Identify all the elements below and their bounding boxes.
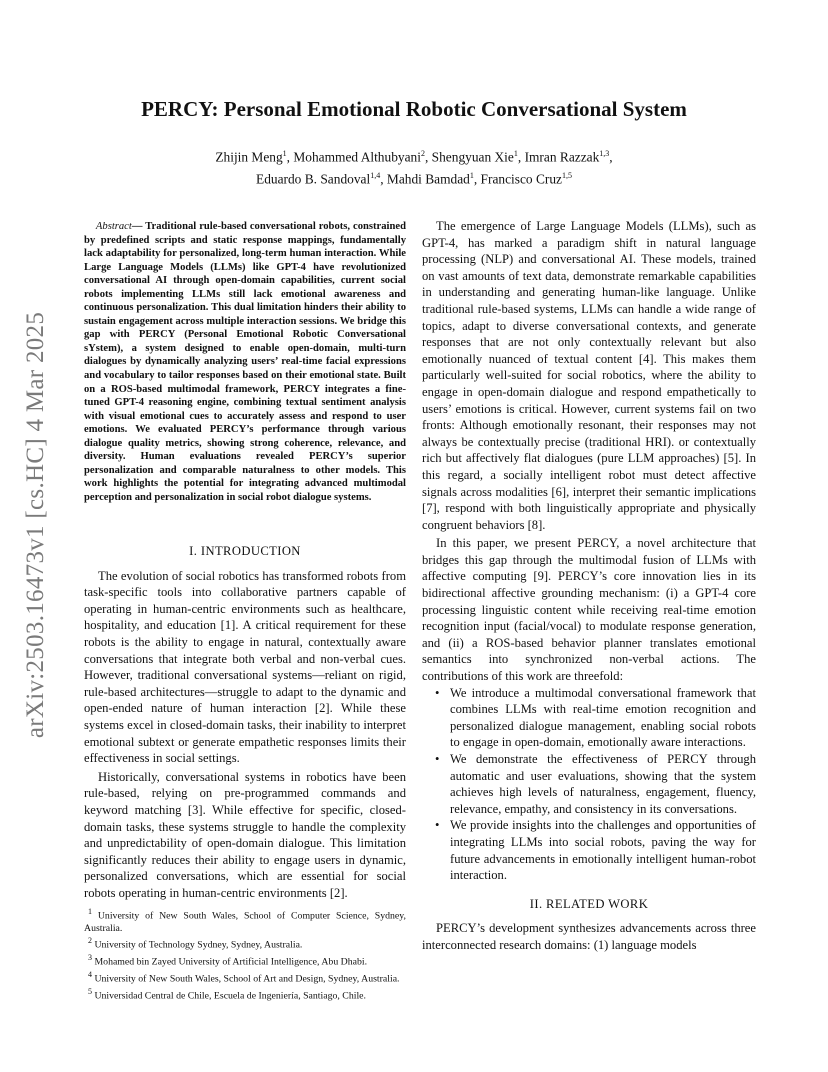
- introduction-section: [84, 543, 406, 901]
- author-line-2: Eduardo B. Sandoval$^{1,4}$, Mahdi Bamdad$^1$, Francisco Cruz$^{1,5}$: [256, 171, 572, 187]
- abstract-text: — Traditional rule-based conversational robots, constrained by predefined scripts and static response mappings, fundamentally lack adaptability for personalized, long-term human interaction. While Large Language Models (LLMs) like GPT-4 have revolutionized conversational AI through open-domain capabilities, current social robots implementing LLMs still lack emotional awareness and continuous personalization. This dual limitation hinders their ability to sustain engagement across multiple interaction sessions. We bridge this gap with PERCY (Personal Emotional Robotic Conversational sYstem), a system designed to enable open-domain, multi-turn dialogues by dynamically analyzing users’ real-time facial expressions and vocabulary to tailor responses based on their emotional state. Built on a ROS-based multimodal framework, PERCY integrates a fine-tuned GPT-4 reasoning engine, combining textual sentiment analysis with visual emotional cues to accurately assess and respond to user emotions. We evaluated PERCY’s performance through various dialogue quality metrics, showing strong coherence, relevance, and diversity. Human evaluations revealed PERCY’s superior personalization and comparable naturalness to other models. This work highlights the potential for integrating advanced multimodal perception and personalization in social robot dialogue systems.: [84, 221, 406, 503]
- paragraph: The emergence of Large Language Models (LLMs), such as GPT-4, has marked a paradigm shift in natural language processing (NLP) and conversational AI. These models, trained on vast amounts of text data, demonstrate remarkable capabilities in understanding and generating human-like language. Unlike traditional rule-based systems, LLMs can handle a wide range of topics, adapt to diverse conversational contexts, and generate responses that are not only contextually relevant but also emotionally nuanced of textual content [4]. This makes them particularly well-suited for social robotics, where the ability to engage in open-domain dialogue and respond empathetically to users’ emotions is critical. However, current systems fail on two fronts: Although emotionally resonant, their responses may not always be contextually precise (traditional HRI). or contextually rich but affectively flat dialogues (pure LLM approaches) [5]. In this regard, a socially intelligent robot must detect affective signals across modalities [6], interpret their semantic implications [7], respond with both linguistically appropriate and physically congruent behaviors [8].: [422, 219, 756, 532]
- author-affiliation: 1,5: [561, 171, 572, 181]
- arxiv-id: arXiv:2503.16473v1 [cs.HC] 4 Mar 2025: [22, 311, 49, 739]
- arxiv-watermark: [22, 290, 50, 760]
- footnote: $^1$ University of New South Wales, School of Computer Science, Sydney, Australia.: [84, 907, 406, 934]
- footnote: $^2$ University of Technology Sydney, Sydney, Australia.: [88, 936, 303, 951]
- author-list: [0, 144, 828, 189]
- author: Eduardo B. Sandoval: [256, 171, 371, 187]
- right-column: [422, 218, 756, 954]
- list-item: • We demonstrate the effectiveness of PERCY through automatic and user evaluations, showing that the system achieves high levels of naturalness, engagement, fluency, relevance, empathy, and consistency in its conversations.: [422, 751, 756, 817]
- paragraph: Historically, conversational systems in robotics have been rule-based, relying on pre-programmed commands and keyword matching [3]. While effective for specific, closed-domain tasks, these systems struggle to handle the complexity and unpredictability of open-domain dialogue. This limitation significantly reduces their ability to engage users in dynamic, personalized conversations, which are essential for social robots operating in human-centric environments [2].: [84, 769, 406, 900]
- author-affiliation: 1,3: [599, 149, 610, 158]
- author-affiliation: 1: [282, 149, 287, 158]
- abstract: [84, 220, 406, 504]
- section-heading-related-work: II. RELATED WORK: [529, 896, 649, 911]
- paper-title: PERCY: Personal Emotional Robotic Conversational System: [141, 97, 687, 121]
- author-affiliation: 2: [420, 149, 425, 158]
- author: Francisco Cruz: [480, 171, 562, 187]
- abstract-label: Abstract: [95, 221, 132, 232]
- list-item: • We introduce a multimodal conversational framework that combines LLMs with real-time emotion recognition and personalized dialogue management, enabling social robots to engage in open-domain, emotionally aware interactions.: [422, 685, 756, 751]
- author: Shengyuan Xie: [431, 149, 514, 165]
- footnote: $^5$ Universidad Central de Chile, Escuela de Ingeniería, Santiago, Chile.: [88, 986, 366, 1001]
- author-affiliation: 1: [469, 171, 474, 181]
- footnotes: [84, 906, 406, 1002]
- paragraph: The evolution of social robotics has transformed robots from task-specific tools into collaborative partners capable of operating in human-centric environments such as healthcare, hospitality, and education [1]. A critical requirement for these robots is the ability to engage in natural, contextually aware conversations that integrate both verbal and non-verbal cues. However, traditional conversational systems—reliant on rigid, rule-based architectures—struggle to adapt to the dynamic and open-ended nature of human interaction [2]. While these systems excel in closed-domain tasks, their inability to interpret emotional subtext or generate empathetic responses limits their effectiveness in social settings.: [84, 568, 406, 766]
- author-line-1: Zhijin Meng$^1$, Mohammed Althubyani$^2$, Shengyuan Xie$^1$, Imran Razzak$^{1,3}$,: [215, 149, 613, 165]
- author-affiliation: 1,4: [370, 171, 381, 181]
- list-item: • We provide insights into the challenges and opportunities of integrating LLMs into social robots, paving the way for future advancements in emotionally intelligent human-robot interaction.: [422, 817, 756, 883]
- paragraph: PERCY’s development synthesizes advancements across three interconnected research domains: (1) language models: [422, 921, 756, 952]
- section-heading-introduction: I. INTRODUCTION: [189, 544, 301, 558]
- footnote: $^4$ University of New South Wales, School of Art and Design, Sydney, Australia.: [88, 969, 400, 985]
- contributions-list: [422, 685, 756, 884]
- author: Zhijin Meng: [215, 149, 283, 165]
- author-affiliation: 1: [513, 149, 518, 158]
- author: Mahdi Bamdad: [386, 171, 470, 187]
- author: Imran Razzak: [524, 149, 600, 165]
- author: Mohammed Althubyani: [293, 149, 421, 165]
- footnote: $^3$ Mohamed bin Zayed University of Artificial Intelligence, Abu Dhabi.: [88, 953, 368, 968]
- paragraph: In this paper, we present PERCY, a novel architecture that bridges this gap through the multimodal fusion of LLMs with affective computing [9]. PERCY’s core innovation lies in its bidirectional affective grounding mechanism: (i) a GPT-4 core processing linguistic content while receiving real-time emotion recognition input (facial/vocal) to modulate response generation, and (ii) a ROS-based behavior planner translates emotional semantics into synchronized non-verbal actions. The contributions of this work are threefold:: [422, 536, 756, 684]
